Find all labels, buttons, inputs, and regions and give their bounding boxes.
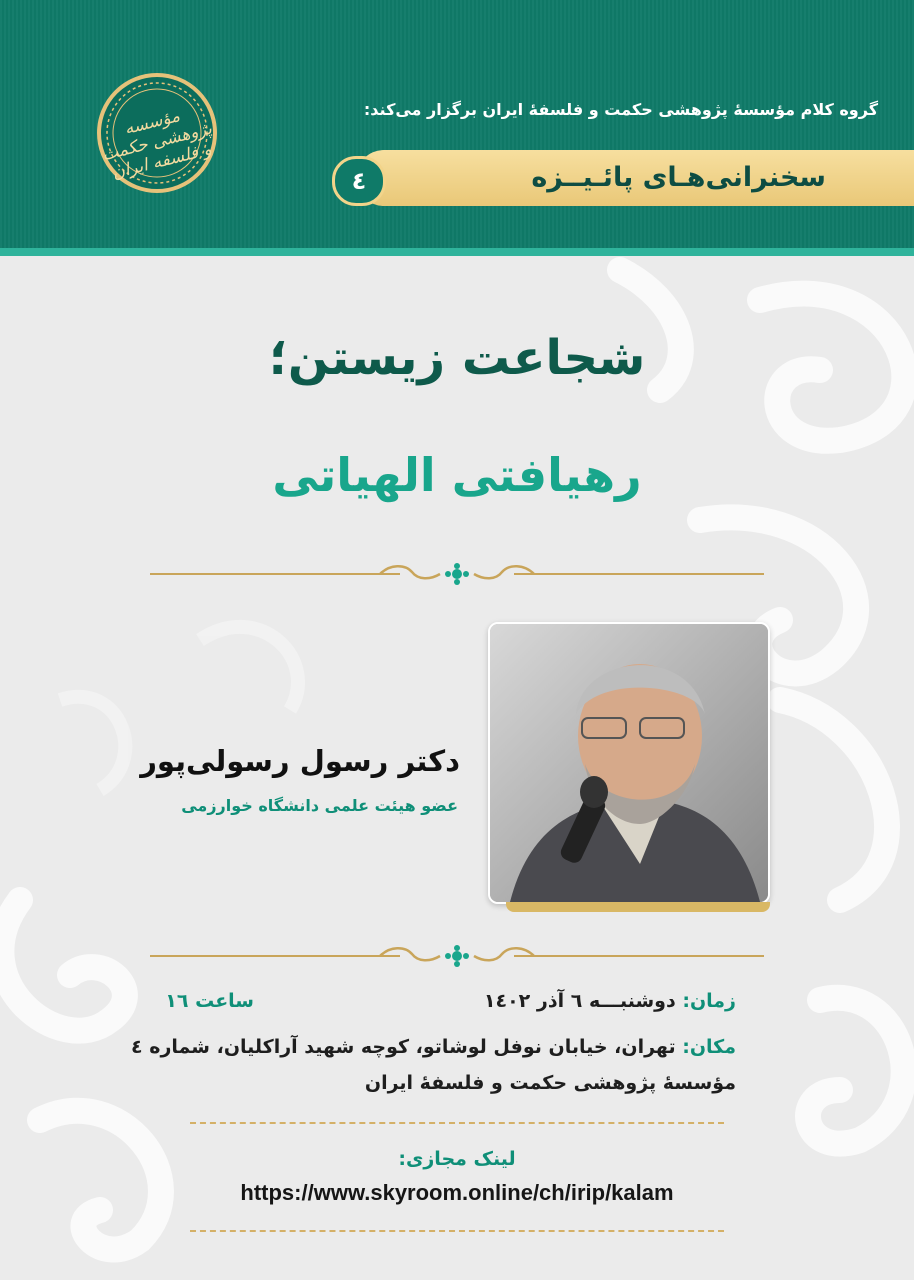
time-label: زمان: — [682, 990, 736, 1012]
event-place-institute: مؤسسهٔ پژوهشی حکمت و فلسفهٔ ایران — [364, 1072, 736, 1094]
place-label: مکان: — [682, 1036, 736, 1058]
place-value: تهران، خیابان نوفل لوشاتو، کوچه شهید آراکلیان، شماره ٤ — [131, 1036, 676, 1058]
ornament-divider-icon — [150, 944, 764, 968]
organizer-text: گروه کلام مؤسسهٔ پژوهشی حکمت و فلسفهٔ ایران برگزار می‌کند: — [363, 100, 878, 119]
photo-gold-edge — [506, 902, 770, 912]
event-place — [131, 1036, 736, 1058]
header-stripe — [0, 248, 914, 256]
speaker-photo — [488, 622, 770, 904]
time-value: دوشنبـــه ٦ آذر ١٤٠٢ — [483, 990, 676, 1012]
logo-calligraphy: مؤسسه پژوهشی حکمت و فلسفه ایران — [100, 106, 214, 184]
online-link-url[interactable]: https://www.skyroom.online/ch/irip/kalam — [240, 1180, 674, 1205]
event-hour: ساعت ١٦ — [165, 990, 254, 1012]
series-number-badge: ٤ — [332, 156, 386, 206]
ornament-divider-icon — [150, 562, 764, 586]
dashed-divider — [190, 1230, 724, 1232]
dashed-divider — [190, 1122, 724, 1124]
event-date — [484, 990, 736, 1012]
lecture-subtitle: رهیافتی الهیاتی — [272, 448, 642, 502]
speaker-name: دکتر رسول رسولی‌پور — [140, 744, 460, 778]
lecture-title: شجاعت زیستن؛ — [268, 330, 646, 386]
series-banner — [356, 150, 914, 206]
online-link-label: لینک مجازی: — [398, 1148, 516, 1170]
series-title: سخنرانی‌هـای پائـیــزه — [531, 162, 826, 193]
speaker-affiliation: عضو هیئت علمی دانشگاه خوارزمی — [181, 796, 458, 815]
